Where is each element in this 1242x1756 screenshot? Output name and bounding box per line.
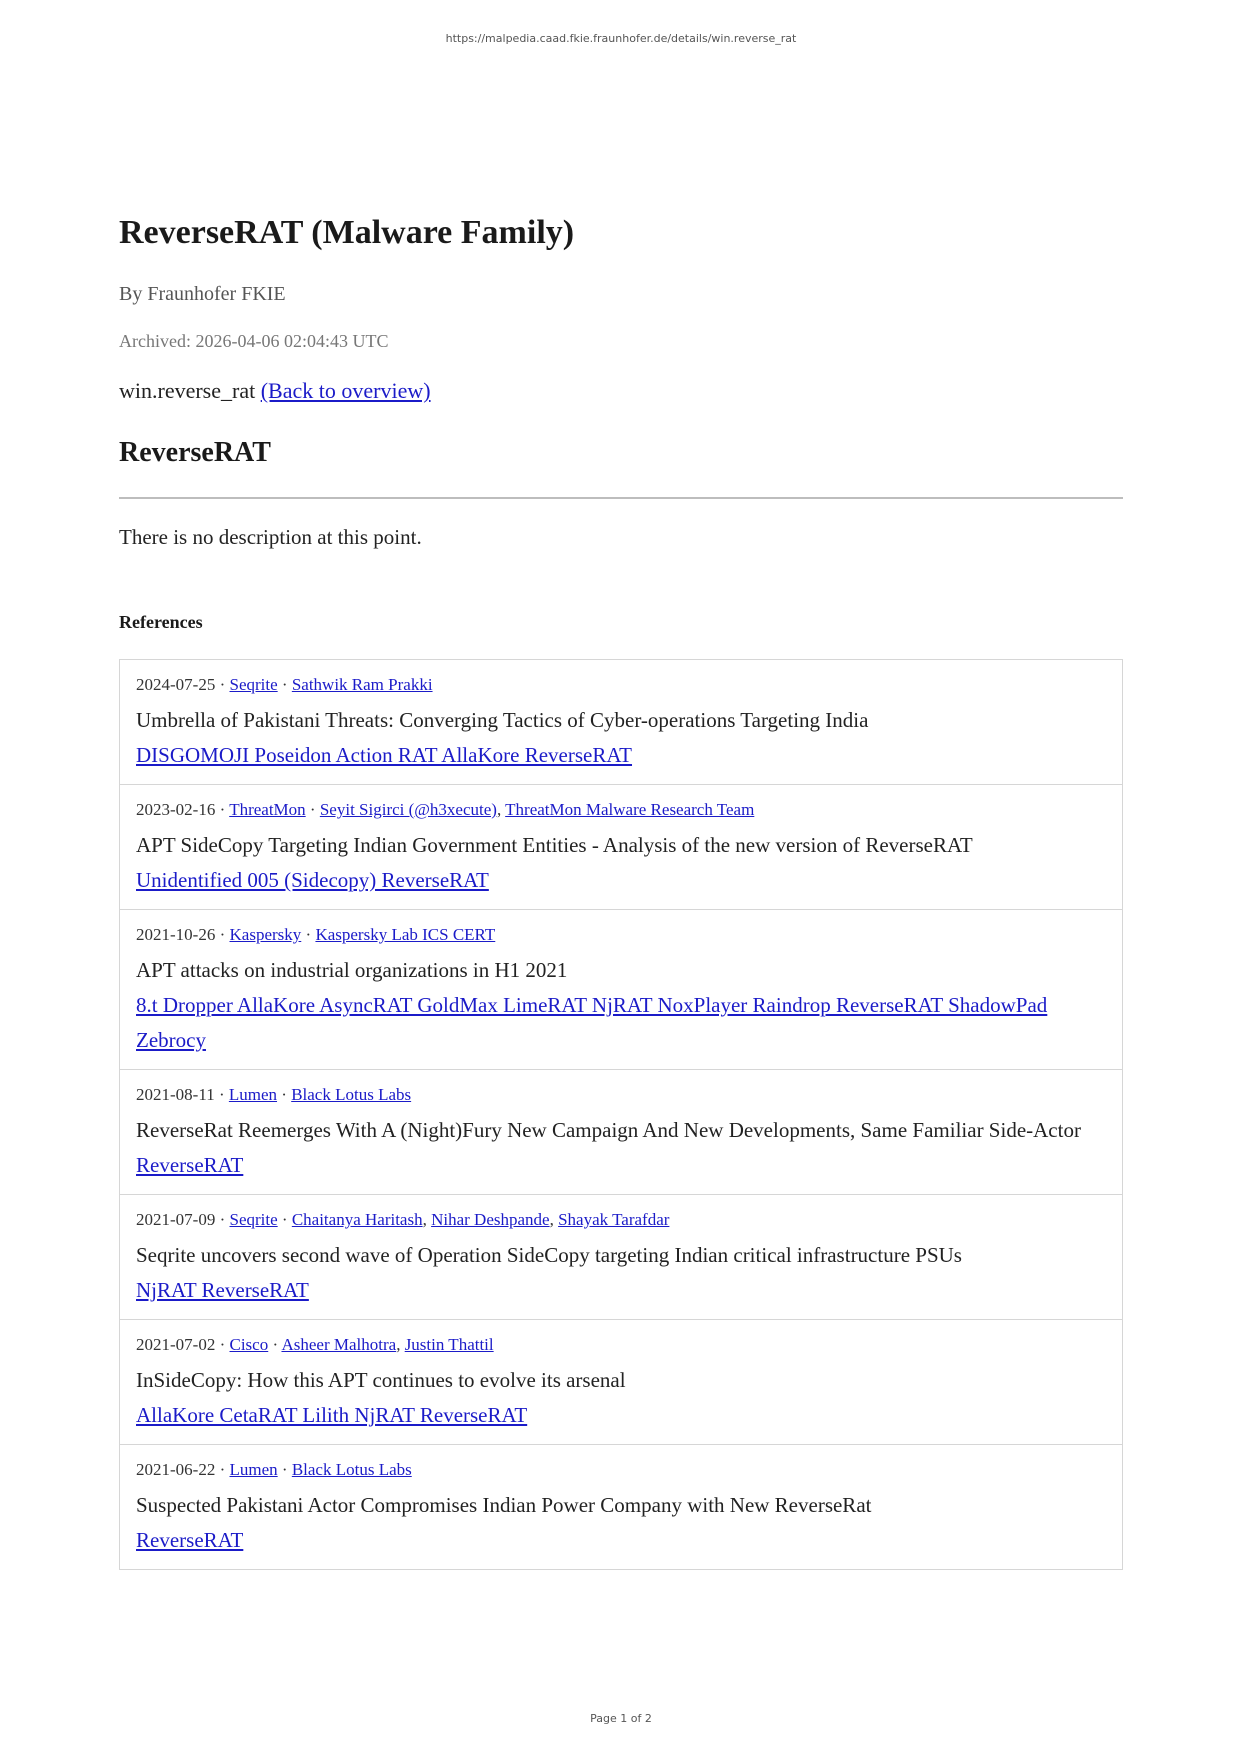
reference-families-link[interactable]: Unidentified 005 (Sidecopy) ReverseRAT <box>136 868 489 892</box>
reference-meta: 2021-08-11 · Lumen · Black Lotus Labs <box>136 1085 412 1104</box>
reference-author-link[interactable]: Shayak Tarafdar <box>558 1210 670 1229</box>
reference-meta: 2021-06-22 · Lumen · Black Lotus Labs <box>136 1460 412 1479</box>
reference-title: APT SideCopy Targeting Indian Government Entities - Analysis of the new version of ReverseRAT <box>136 833 973 857</box>
reference-title: APT attacks on industrial organizations in H1 2021 <box>136 958 568 982</box>
reference-title: Suspected Pakistani Actor Compromises Indian Power Company with New ReverseRat <box>136 1493 872 1517</box>
reference-author-link[interactable]: Seyit Sigirci (@h3xecute) <box>319 800 497 819</box>
reference-meta: 2021-07-09 · Seqrite · Chaitanya Haritash, Nihar Deshpande, Shayak Tarafdar <box>136 1210 670 1229</box>
reference-source-link[interactable]: Seqrite <box>229 1210 278 1229</box>
reference-date: 2023-02-16 <box>136 800 216 819</box>
reference-meta: 2021-10-26 · Kaspersky · Kaspersky Lab ICS CERT <box>136 925 496 944</box>
reference-row <box>120 1069 1122 1194</box>
family-id: win.reverse_rat <box>119 378 256 403</box>
reference-row <box>120 909 1122 1069</box>
reference-families-link[interactable]: NjRAT ReverseRAT <box>136 1278 309 1302</box>
reference-families <box>136 988 1106 1058</box>
reference-title: Umbrella of Pakistani Threats: Converging Tactics of Cyber-operations Targeting India <box>136 708 869 732</box>
reference-families <box>136 1273 1106 1308</box>
reference-author-link[interactable]: ThreatMon Malware Research Team <box>505 800 755 819</box>
reference-author-link[interactable]: Asheer Malhotra <box>281 1335 397 1354</box>
reference-title: InSideCopy: How this APT continues to evolve its arsenal <box>136 1368 626 1392</box>
reference-families <box>136 1398 1106 1433</box>
reference-date: 2021-10-26 <box>136 925 216 944</box>
references-heading: References <box>119 612 203 632</box>
reference-source-link[interactable]: Seqrite <box>229 675 278 694</box>
reference-families-link[interactable]: AllaKore CetaRAT Lilith NjRAT ReverseRAT <box>136 1403 528 1427</box>
reference-families-link[interactable]: 8.t Dropper AllaKore AsyncRAT GoldMax LimeRAT NjRAT NoxPlayer Raindrop ReverseRAT ShadowPad Zebrocy <box>136 993 1048 1052</box>
reference-row <box>120 1319 1122 1444</box>
reference-author-link[interactable]: Justin Thattil <box>404 1335 494 1354</box>
reference-date: 2021-07-02 <box>136 1335 216 1354</box>
reference-source-link[interactable]: Lumen <box>228 1085 278 1104</box>
reference-families-link[interactable]: ReverseRAT <box>136 1528 244 1552</box>
reference-author-link[interactable]: Kaspersky Lab ICS CERT <box>315 925 496 944</box>
reference-source-link[interactable]: Kaspersky <box>229 925 302 944</box>
reference-families-link[interactable]: ReverseRAT <box>136 1153 244 1177</box>
reference-author-link[interactable]: Black Lotus Labs <box>291 1460 412 1479</box>
archived-timestamp: Archived: 2026-04-06 02:04:43 UTC <box>119 331 389 351</box>
reference-date: 2021-06-22 <box>136 1460 216 1479</box>
page-url-header: https://malpedia.caad.fkie.fraunhofer.de/details/win.reverse_rat <box>445 32 797 45</box>
reference-families <box>136 738 1106 773</box>
reference-source-link[interactable]: Cisco <box>229 1335 269 1354</box>
section-divider <box>119 497 1123 499</box>
reference-source-link[interactable]: ThreatMon <box>229 800 306 819</box>
reference-author-link[interactable]: Nihar Deshpande <box>431 1210 550 1229</box>
page-title: ReverseRAT (Malware Family) <box>119 214 575 251</box>
reference-row <box>120 1194 1122 1319</box>
reference-row <box>120 784 1122 909</box>
reference-families <box>136 863 1106 898</box>
byline: By Fraunhofer FKIE <box>119 283 286 305</box>
main-content <box>119 212 1123 1570</box>
reference-author-link[interactable]: Chaitanya Haritash <box>291 1210 423 1229</box>
references-table <box>119 659 1123 1570</box>
reference-author-link[interactable]: Sathwik Ram Prakki <box>291 675 433 694</box>
page-number: Page 1 of 2 <box>590 1712 652 1725</box>
family-id-line <box>119 377 1123 405</box>
description-text: There is no description at this point. <box>119 525 422 549</box>
reference-source-link[interactable]: Lumen <box>229 1460 278 1479</box>
reference-title: ReverseRat Reemerges With A (Night)Fury New Campaign And New Developments, Same Familiar Side-Actor <box>136 1118 1081 1142</box>
reference-date: 2021-07-09 <box>136 1210 216 1229</box>
reference-row <box>120 660 1122 784</box>
reference-families-link[interactable]: DISGOMOJI Poseidon Action RAT AllaKore ReverseRAT <box>136 743 633 767</box>
reference-title: Seqrite uncovers second wave of Operation SideCopy targeting Indian critical infrastructure PSUs <box>136 1243 962 1267</box>
reference-date: 2024-07-25 <box>136 675 216 694</box>
section-title: ReverseRAT <box>119 437 271 468</box>
reference-author-link[interactable]: Black Lotus Labs <box>291 1085 412 1104</box>
reference-families <box>136 1523 1106 1558</box>
reference-row <box>120 1444 1122 1569</box>
back-to-overview-link[interactable]: (Back to overview) <box>260 378 431 403</box>
reference-meta: 2023-02-16 · ThreatMon · Seyit Sigirci (@h3xecute), ThreatMon Malware Research Team <box>136 800 755 819</box>
reference-date: 2021-08-11 <box>136 1085 215 1104</box>
reference-meta: 2021-07-02 · Cisco · Asheer Malhotra, Justin Thattil <box>136 1335 494 1354</box>
reference-meta: 2024-07-25 · Seqrite · Sathwik Ram Prakki <box>136 675 433 694</box>
reference-families <box>136 1148 1106 1183</box>
